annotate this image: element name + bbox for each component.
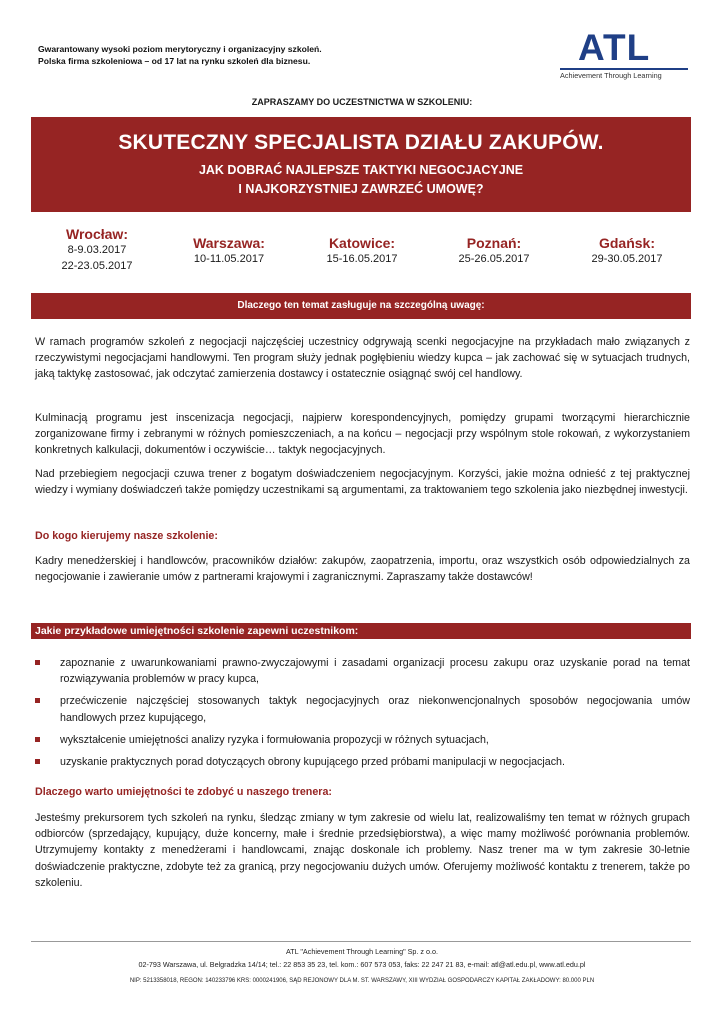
audience-heading: Do kogo kierujemy nasze szkolenie: [35,530,218,542]
city-wroclaw [32,226,162,274]
footer-company: ATL "Achievement Through Learning" Sp. z o.o. [286,947,438,956]
skills-list [35,655,690,776]
city-date: 22-23.05.2017 [61,260,133,272]
training-title: SKUTECZNY SPECJALISTA DZIAŁU ZAKUPÓW. [118,131,604,154]
logo-text: ATL [578,27,651,68]
atl-logo [560,27,690,83]
title-banner [31,117,691,212]
list-item [35,655,690,687]
footer-contact: 02-793 Warszawa, ul. Belgradzka 14/14; tel.: 22 853 35 23, tel. kom.: 607 573 053, faks: 22 247 21 83, e-mail: atl@atl.edu.pl, www.atl.edu.pl [138,960,586,969]
city-name: Wrocław: [66,226,128,242]
city-poznan [429,235,559,267]
bullet-icon [35,660,40,665]
city-date: 25-26.05.2017 [458,253,530,265]
city-katowice [297,235,427,267]
city-date: 29-30.05.2017 [591,253,663,265]
subtitle-line-2: I NAJKORZYSTNIEJ ZAWRZEĆ UMOWĘ? [238,182,484,196]
city-date: 8-9.03.2017 [67,244,127,256]
logo-underline [560,68,688,70]
bullet-icon [35,698,40,703]
tagline-line-1: Gwarantowany wysoki poziom merytoryczny i organizacyjny szkoleń. [38,44,322,54]
list-item-text: uzyskanie praktycznych porad dotyczących obrony kupującego przed próbami manipulacji w negocjacjach. [60,756,565,769]
audience-text: Kadry menedżerskiej i handlowców, pracowników działów: zakupów, zaopatrzenia, importu, oraz wszystkich osób odpowiedzialnych za negocjowanie i zawieranie umów z partnerami krajowymi i zagranicznymi. Zapraszamy także dostawców! [35,555,690,584]
invite-heading: ZAPRASZAMY DO UCZESTNICTWA W SZKOLENIU: [251,97,473,107]
city-name: Warszawa: [193,235,265,251]
list-item-text: przećwiczenie najczęściej stosowanych taktyk negocjacyjnych oraz niekonwencjonalnych sposobów negocjowania umów handlowych przez kupującego, [60,695,690,724]
training-subtitle [31,161,691,199]
logo-subtitle: Achievement Through Learning [560,71,662,80]
bullet-icon [35,759,40,764]
city-date: 10-11.05.2017 [193,253,265,265]
city-gdansk [562,235,692,267]
footer-registry: NIP: 5213358018, REGON: 140233796 KRS: 0000241906, SĄD REJONOWY DLA M. ST. WARSZAWY, XIII WYDZIAŁ GOSPODARCZY KAPITAŁ ZAKŁADOWY: 80.000 PLN [129,978,595,984]
list-item-text: wykształcenie umiejętności analizy ryzyka i formułowania propozycji w różnych sytuacjach, [60,733,489,746]
trainer-text: Jesteśmy prekursorem tych szkoleń na rynku, śledząc zmiany w tym zakresie od wielu lat, realizowaliśmy ten temat w różnych grupach odbiorców (sprzedający, kupujący, duże koncerny, małe i średnie przedsiębiorstwa), a więc mamy możliwość porównania problemów. Utrzymujemy kontakty z menedżerami i handlowcami, znając doskonale ich problemy. Nasz trener ma w tym zakresie 30-letnie doświadczenie praktyczne, zdobyte też za granicą, przy negocjowaniu dużych umów. Oferujemy możliwość kontaktu z trenerem, także po szkoleniu. [35,812,690,889]
city-warszawa [164,235,294,267]
tagline [38,43,322,67]
bullet-icon [35,737,40,742]
list-item [35,754,690,770]
subtitle-line-1: JAK DOBRAĆ NAJLEPSZE TAKTYKI NEGOCJACYJNE [198,163,524,177]
list-item-text: zapoznanie z uwarunkowaniami prawno-zwyczajowymi i zasadami organizacji procesu zakupu oraz uzyskanie porad na temat rozwiązywania problemów w pracy kupca, [60,657,690,686]
city-name: Katowice: [328,235,396,251]
footer-divider [31,941,691,942]
why-topic-bar: Dlaczego ten temat zasługuje na szczególną uwagę: [31,293,691,319]
trainer-heading: Dlaczego warto umiejętności te zdobyć u naszego trenera: [35,786,332,798]
skills-heading-bar: Jakie przykładowe umiejętności szkolenie zapewni uczestnikom: [31,623,691,639]
intro-paragraph-2: Kulminacją programu jest inscenizacja negocjacji, najpierw korespondencyjnych, pomiędzy grupami tworzącymi hierarchicznie zorganizowane firmy i zebranymi w różnych pomieszczeniach, a na końcu – negocjacji przy wspólnym stole rokowań, z wykorzystaniem konkretnych kalkulacji, dokumentów i oczywiście… taktyk negocjacyjnych. [35,412,690,457]
intro-paragraph-3: Nad przebiegiem negocjacji czuwa trener z bogatym doświadczeniem negocjacyjnym. Korzyści, jakie można odnieść z tej praktycznej wiedzy i wymiany doświadczeń także pomiędzy uczestnikami są argumentami, za traktowaniem tego szkolenia jako niezbędnej inwestycji. [35,468,690,497]
city-date: 15-16.05.2017 [326,253,398,265]
city-name: Gdańsk: [598,235,655,251]
list-item [35,693,690,725]
intro-paragraph-1: W ramach programów szkoleń z negocjacji najczęściej uczestnicy odgrywają scenki negocjacyjne na przykładach mało związanych z rzeczywistymi negocjacjami handlowymi. Ten program służy jednak pogłębieniu wiedzy kupca – jak zachować się w sytuacjach trudnych, jaką taktykę zastosować, jak odczytać zamierzenia dostawcy i ostatecznie osiągnąć swój cel handlowy. [35,336,690,381]
city-name: Poznań: [466,235,522,251]
list-item [35,732,690,748]
tagline-line-2: Polska firma szkoleniowa – od 17 lat na rynku szkoleń dla biznesu. [38,56,311,66]
